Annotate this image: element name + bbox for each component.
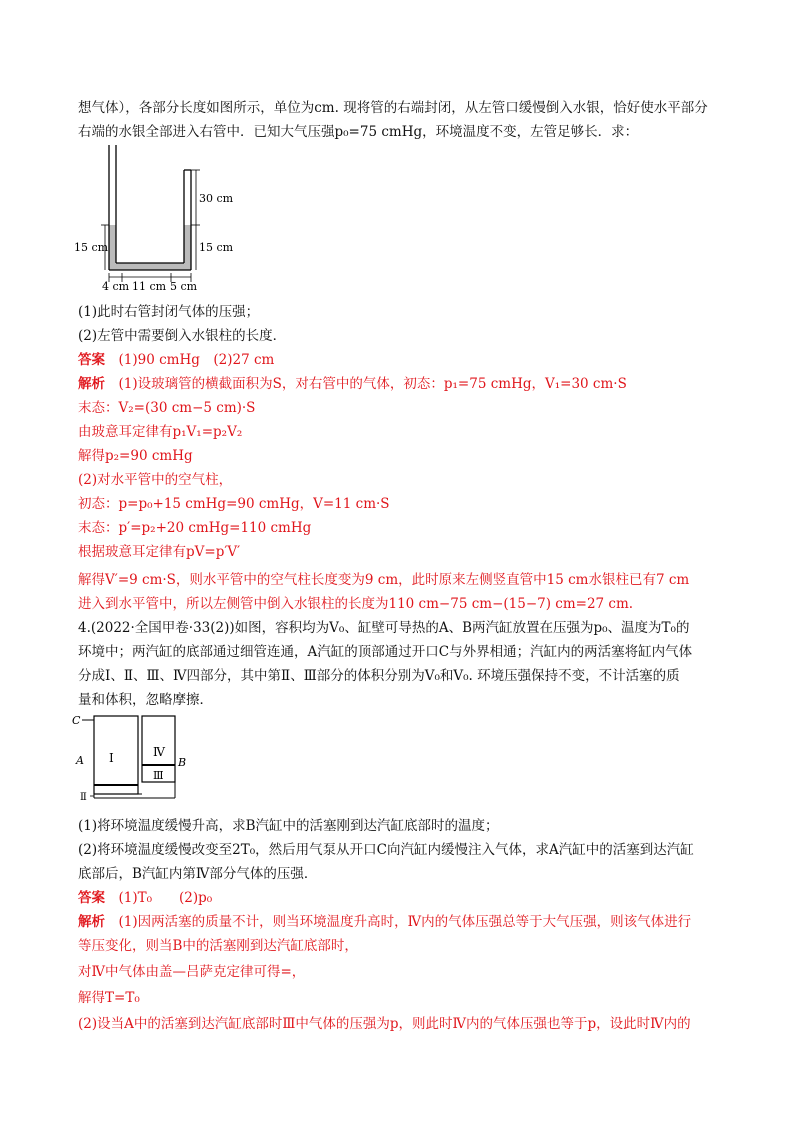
label-I: Ⅰ xyxy=(109,751,114,765)
problem-4-line: 分成Ⅰ、Ⅱ、Ⅲ、Ⅳ四部分，其中第Ⅱ、Ⅲ部分的体积分别为V₀和V₀. 环境压强保持不变，不计活塞的质 xyxy=(78,668,680,684)
analysis-line: 末态：p′=p₂+20 cmHg=110 cmHg xyxy=(78,520,312,536)
analysis-line: 解析 (1)因两活塞的质量不计，则当环境温度升高时，Ⅳ内的气体压强总等于大气压强，则该气体进行 xyxy=(78,914,692,930)
problem-4-line: 环境中；两汽缸的底部通过细管连通，A汽缸的顶部通过开口C与外界相通；汽缸内的两活塞将缸内气体 xyxy=(78,644,693,660)
analysis-line: 末态：V₂=(30 cm−5 cm)·S xyxy=(78,400,256,416)
text-line: 右端的水银全部进入右管中．已知大气压强p₀=75 cmHg，环境温度不变，左管足够长．求： xyxy=(78,124,639,140)
label-B: B xyxy=(178,756,187,769)
left-height-label: 15 cm xyxy=(74,241,109,254)
label-II: Ⅱ xyxy=(80,792,87,803)
analysis-line: 根据玻意耳定律有pV=p′V′ xyxy=(78,544,241,560)
cylinders-diagram xyxy=(72,710,192,810)
problem-4-question: 底部后，B汽缸内第Ⅳ部分气体的压强． xyxy=(78,866,318,882)
label-C: C xyxy=(72,714,81,727)
analysis-line: 解析 (1)设玻璃管的横截面积为S，对右管中的气体，初态：p₁=75 cmHg，V₁=30 cm·S xyxy=(78,376,627,392)
label-III: Ⅲ xyxy=(153,769,164,782)
cylinders-figure xyxy=(72,710,192,810)
analysis-line: (2)对水平管中的空气柱， xyxy=(78,472,233,488)
problem-4-line: 4.(2022·全国甲卷·33(2))如图，容积均为V₀、缸壁可导热的A、B两汽缸放置在压强为p₀、温度为T₀的 xyxy=(78,620,690,636)
question-2: (2)左管中需要倒入水银柱的长度． xyxy=(78,328,287,344)
analysis-line: (2)设当A中的活塞到达汽缸底部时Ⅲ中气体的压强为p，则此时Ⅳ内的气体压强也等于p，设此时Ⅳ内的 xyxy=(78,1016,691,1032)
top-height-label: 30 cm xyxy=(199,192,234,205)
right-height-label: 15 cm xyxy=(199,241,234,254)
bottom-label-2: 11 cm xyxy=(132,280,167,293)
analysis-line: 初态：p=p₀+15 cmHg=90 cmHg，V=11 cm·S xyxy=(78,496,390,512)
u-tube-figure xyxy=(72,140,242,295)
analysis-line: 对Ⅳ中气体由盖—吕萨克定律可得=， xyxy=(78,964,306,980)
text-line: 想气体），各部分长度如图所示，单位为cm. 现将管的右端封闭，从左管口缓慢倒入水银，恰好使水平部分 xyxy=(78,100,708,116)
analysis-line: 解得V′=9 cm·S，则水平管中的空气柱长度变为9 cm，此时原来左侧竖直管中15 cm水银柱已有7 cm xyxy=(78,572,690,588)
bottom-label-1: 4 cm xyxy=(102,280,130,293)
label-A: A xyxy=(76,754,84,767)
analysis-line: 解得p₂=90 cmHg xyxy=(78,448,193,464)
bottom-label-3: 5 cm xyxy=(170,280,198,293)
answer-line: 答案 (1)90 cmHg (2)27 cm xyxy=(78,352,275,368)
problem-4-question: (1)将环境温度缓慢升高，求B汽缸中的活塞刚到达汽缸底部时的温度； xyxy=(78,818,499,834)
analysis-line: 进入到水平管中，所以左侧管中倒入水银柱的长度为110 cm−75 cm−(15−7) cm=27 cm. xyxy=(78,596,634,612)
label-IV: Ⅳ xyxy=(153,745,165,759)
question-1: (1)此时右管封闭气体的压强； xyxy=(78,304,260,320)
answer-line: 答案 (1)T₀ (2)p₀ xyxy=(78,890,213,906)
problem-4-line: 量和体积，忽略摩擦． xyxy=(78,692,213,708)
problem-4-question: (2)将环境温度缓慢改变至2T₀，然后用气泵从开口C向汽缸内缓慢注入气体，求A汽缸中的活塞到达汽缸 xyxy=(78,842,694,858)
analysis-line: 解得T=T₀ xyxy=(78,990,140,1006)
analysis-line: 由玻意耳定律有p₁V₁=p₂V₂ xyxy=(78,424,243,440)
u-tube-diagram xyxy=(72,140,242,295)
analysis-line: 等压变化，则当B中的活塞刚到达汽缸底部时， xyxy=(78,938,358,954)
